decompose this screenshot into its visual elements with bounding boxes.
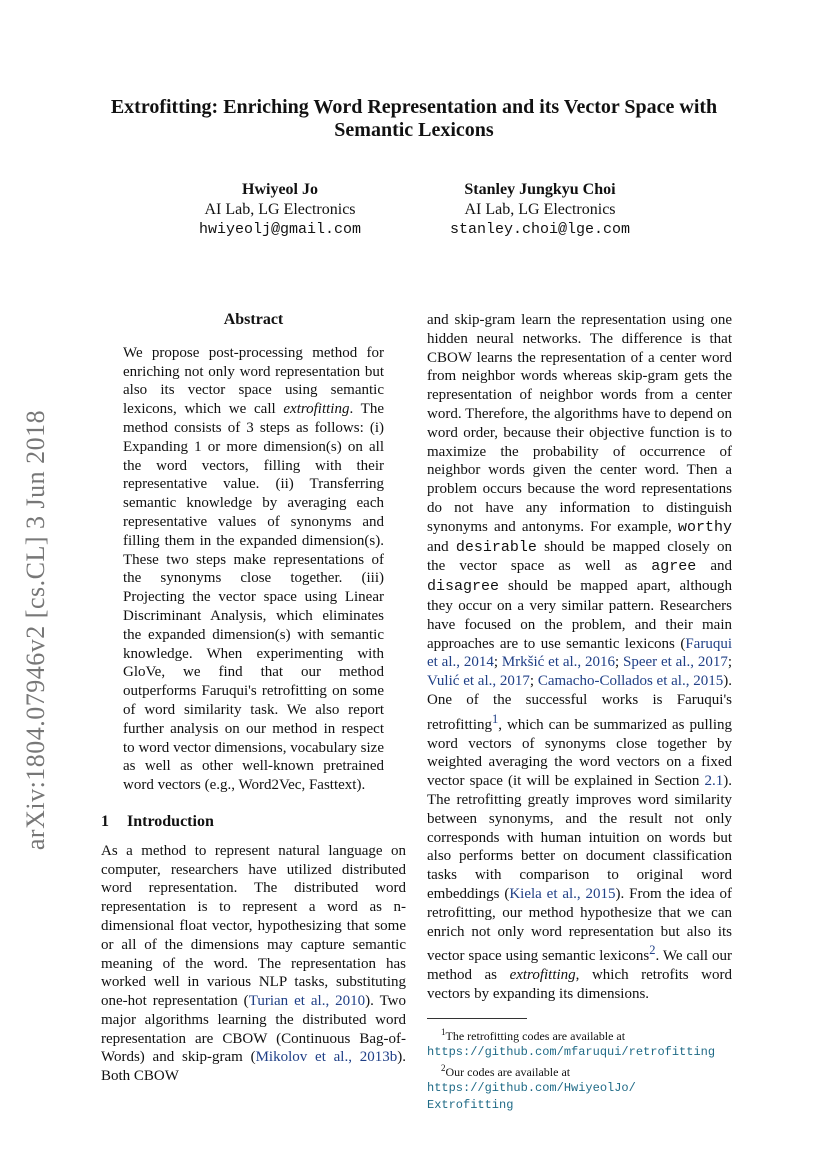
author-email[interactable]: hwiyeolj@gmail.com	[198, 221, 362, 238]
citation-link[interactable]: Mikolov et al., 2013b	[255, 1049, 398, 1066]
arxiv-stamp	[16, 400, 56, 860]
abstract-heading: Abstract	[223, 311, 284, 328]
abstract-body: We propose post-processing method for enriching not only word representation but also its vector space using semantic lexicons, which we call extrofitting. The method consists of 3 steps as follows: (i) Expanding 1 or more dimension(s) on all the word vectors, filling with their representative value. (ii) Transferring semantic knowledge by averaging each representative values of synonyms and filling them in the expanded dimension(s). These two steps make representations of the synonyms close together. (iii) Projecting the vector space using Linear Discriminant Analysis, which eliminates the expanded dimension(s) with semantic knowledge. When experimenting with GloVe, we find that our method outperforms Faruqui's retrofitting on some of word similarity task. We also report further analysis on our method in respect to word vector dimensions, vocabulary size as well as other well-known pretrained word vectors (e.g., Word2Vec, Fasttext).	[123, 344, 384, 794]
example-word: agree	[651, 558, 697, 576]
author-block	[410, 180, 670, 240]
left-column	[101, 311, 406, 1086]
author-name: Stanley Jungkyu Choi	[464, 181, 616, 198]
footnote-marker[interactable]: 2	[649, 943, 656, 958]
citation-link[interactable]: Vulić et al., 2017	[427, 673, 530, 690]
footnote-marker[interactable]: 1	[491, 711, 499, 726]
section-heading-introduction: 1 Introduction	[101, 812, 214, 830]
footnote: $^1$The retrofitting codes are available at https://github.com/mfaruqui/retrofitting	[427, 1026, 716, 1060]
example-word: disagree	[427, 578, 500, 596]
citation-link[interactable]: Faruqui et al., 2014	[427, 635, 732, 671]
citation-link[interactable]: Turian et al., 2010	[248, 993, 366, 1010]
footnote-url[interactable]: https://github.com/HwiyeolJo/ Extrofitting	[427, 1081, 636, 1112]
footnote: $^2$Our codes are available at https://github.com/HwiyeolJo/ Extrofitting	[427, 1062, 636, 1112]
author-affiliation: AI Lab, LG Electronics	[204, 201, 356, 218]
right-column	[427, 311, 732, 1113]
author-name: Hwiyeol Jo	[242, 181, 318, 198]
intro-paragraph-start: As a method to represent natural language on computer, researchers have utilized distributed word representation. The distributed word representation is to represent a word as n-dimensional float vector, hypothesizing that some or all of the dimensions may capture semantic meaning of the word. The representation has worked well in various NLP tasks, substituting one-hot representation (Turian et al., 2010). Two major algorithms learning the distributed word representation are CBOW (Continuous Bag-of-Words) and skip-gram (Mikolov et al., 2013b). Both CBOW	[101, 842, 407, 1085]
arxiv-identifier: arXiv:1804.07946v2 [cs.CL] 3 Jun 2018	[21, 409, 50, 851]
author-email[interactable]: stanley.choi@lge.com	[449, 221, 631, 238]
citation-link[interactable]: Kiela et al., 2015	[509, 885, 616, 902]
intro-paragraph-continued: and skip-gram learn the representation using one hidden neural networks. The difference is that CBOW learns the representation of a center word from neighbor words whereas skip-gram gets the representation of neighbor words from a center word. Therefore, the algorithms have to depend on word order, because their objective function is to maximize the probability of occurrence of neighbor words given the center word. Then a problem occurs because the word representations do not have any information to distinguish synonyms and antonyms. For example, worthy and desirable should be mapped closely on the vector space as well as agree and disagree should be mapped apart, although they occur on a very similar pattern. Researchers have focused on the problem, and their main approaches are to use semantic lexicons (Faruqui et al., 2014; Mrkšić et al., 2016; Speer et al., 2017; Vulić et al., 2017; Camacho-Collados et al., 2015). One of the successful works is Faruqui's retrofitting$^1$, which can be summarized as pulling word vectors of synonyms close together by weighted averaging the word vectors on a fixed vector space (it will be explained in Section 2.1). The retrofitting greatly improves word similarity between synonyms, and the result not only corresponds with human intuition on words but also performs better on document classification tasks with comparison to original word embeddings (Kiela et al., 2015). From the idea of retrofitting, our method hypothesize that we can enrich not only word representation but also its vector space using semantic lexicons$^2$. We call our method as extrofitting, which retrofits word vectors by expanding its dimensions.	[427, 312, 733, 1002]
author-affiliation: AI Lab, LG Electronics	[464, 201, 616, 218]
footnote-url[interactable]: https://github.com/mfaruqui/retrofitting	[427, 1045, 716, 1060]
author-block	[150, 180, 410, 240]
citation-link[interactable]: Speer et al., 2017	[623, 654, 728, 671]
footnote-divider	[427, 1018, 527, 1019]
section-reference-link[interactable]: 2.1	[704, 773, 724, 790]
citation-link[interactable]: Mrkšić et al., 2016	[501, 654, 615, 671]
example-word: desirable	[455, 538, 537, 556]
citation-link[interactable]: Camacho-Collados et al., 2015	[537, 673, 724, 690]
example-word: worthy	[677, 518, 732, 536]
paper-title: Extrofitting: Enriching Word Representation and its Vector Space with Semantic Lexicons	[110, 96, 718, 141]
